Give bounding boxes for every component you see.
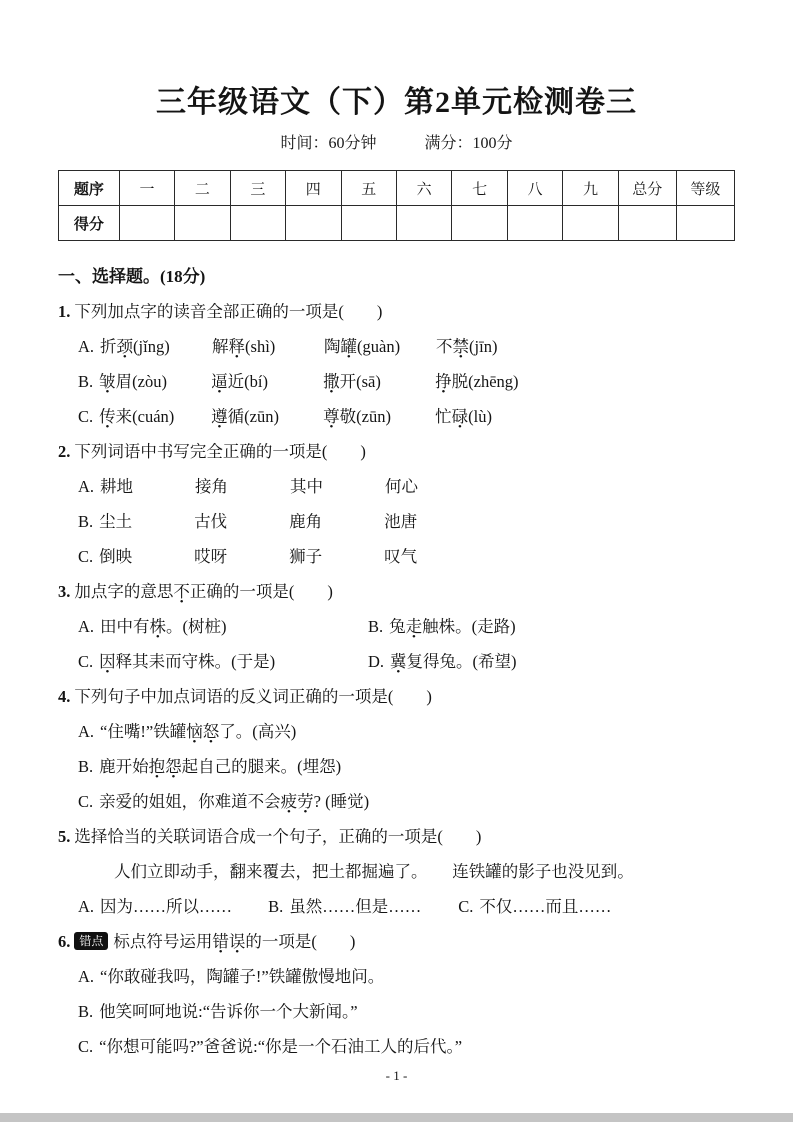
section-heading: 一、选择题。(18分) xyxy=(58,267,206,286)
option-text: 鹿开始抱怨起自己的腿来。(埋怨) xyxy=(99,757,342,776)
question-2 xyxy=(58,434,735,574)
option-label: B. xyxy=(78,757,94,776)
choice-option xyxy=(58,504,735,539)
question-number: 6. xyxy=(58,932,71,951)
option-item: 陶罐(guàn) xyxy=(324,337,401,356)
option-item: 折颈(jǐng) xyxy=(100,337,170,356)
option-label: B. xyxy=(368,617,384,636)
score-table-header-row xyxy=(59,171,735,206)
question-number: 1. xyxy=(58,302,71,321)
score-table-cell: 四 xyxy=(286,171,341,206)
option-word: 古伐 xyxy=(194,512,228,531)
question-6 xyxy=(58,924,735,1064)
choice-option xyxy=(58,749,735,784)
score-empty-cell xyxy=(341,206,396,241)
score-table-cell: 三 xyxy=(230,171,285,206)
option-label: C. xyxy=(78,407,94,426)
choice-option xyxy=(58,539,735,574)
question-number: 4. xyxy=(58,687,71,706)
option-word: 池唐 xyxy=(384,512,418,531)
choice-option xyxy=(58,469,735,504)
choice-option xyxy=(58,364,735,399)
score-empty-cell xyxy=(452,206,507,241)
option-text: 亲爱的姐姐，你难道不会疲劳? (睡觉) xyxy=(99,792,370,811)
option-text: 虽然……但是…… xyxy=(289,897,422,916)
option-word: 尘土 xyxy=(99,512,133,531)
score-empty-cell xyxy=(175,206,230,241)
score-table-cell: 一 xyxy=(119,171,174,206)
score-empty-cell xyxy=(230,206,285,241)
question-stem xyxy=(58,819,735,854)
score-table-cell: 二 xyxy=(175,171,230,206)
option-item: 挣脱(zhēng) xyxy=(435,372,519,391)
question-number: 3. xyxy=(58,582,71,601)
question-stem-text: 下列加点字的读音全部正确的一项是( ) xyxy=(74,302,383,321)
option-text: 田中有株。(树桩) xyxy=(100,617,227,636)
choice-option xyxy=(78,644,368,679)
exam-meta: 时间：60分钟 满分：100分 xyxy=(280,135,513,152)
score-label-cell: 得分 xyxy=(59,206,120,241)
option-item: 皱眉(zòu) xyxy=(99,372,167,391)
option-text: 兔走触株。(走路) xyxy=(389,617,516,636)
question-5 xyxy=(58,819,735,924)
score-empty-cell xyxy=(507,206,562,241)
question-number: 5. xyxy=(58,827,71,846)
choice-option xyxy=(58,399,735,434)
score-empty-cell xyxy=(119,206,174,241)
score-empty-cell xyxy=(286,206,341,241)
option-item: 忙碌(lù) xyxy=(435,407,492,426)
question-4 xyxy=(58,679,735,819)
option-label: B. xyxy=(78,1002,94,1021)
choice-row xyxy=(58,609,735,644)
option-word: 倒映 xyxy=(99,547,133,566)
option-item: 撒开(sā) xyxy=(323,372,381,391)
option-label: C. xyxy=(78,1037,94,1056)
choice-option xyxy=(58,784,735,819)
option-item: 尊敬(zūn) xyxy=(323,407,391,426)
option-label: C. xyxy=(78,792,94,811)
option-text: 因为……所以…… xyxy=(100,897,233,916)
question-stem xyxy=(58,924,735,959)
option-label: B. xyxy=(268,897,284,916)
score-empty-cell xyxy=(618,206,676,241)
score-empty-cell xyxy=(676,206,734,241)
score-table-score-row xyxy=(59,206,735,241)
option-item: 逼近(bí) xyxy=(211,372,268,391)
option-label: A. xyxy=(78,617,95,636)
choice-option xyxy=(58,714,735,749)
score-table-cell: 九 xyxy=(563,171,618,206)
option-text: 不仅……而且…… xyxy=(479,897,612,916)
linking-sentence: 人们立即动手，翻来覆去，把土都掘遍了。 连铁罐的影子也没见到。 xyxy=(114,862,634,881)
question-1 xyxy=(58,294,735,434)
question-3 xyxy=(58,574,735,679)
choice-option xyxy=(58,959,735,994)
option-word: 叹气 xyxy=(384,547,418,566)
option-label: D. xyxy=(368,652,385,671)
choice-option xyxy=(458,889,644,924)
option-text: “你敢碰我吗，陶罐子!”铁罐傲慢地问。 xyxy=(100,967,385,986)
option-item: 解释(shì) xyxy=(212,337,276,356)
option-item: 遵循(zūn) xyxy=(211,407,279,426)
option-word: 鹿角 xyxy=(289,512,323,531)
scan-edge-artifact xyxy=(0,1113,793,1122)
score-table-cell: 五 xyxy=(341,171,396,206)
choice-option xyxy=(58,329,735,364)
question-stem xyxy=(58,679,735,714)
option-label: B. xyxy=(78,512,94,531)
question-stem xyxy=(58,574,735,609)
question-stem xyxy=(58,434,735,469)
choice-option xyxy=(78,609,368,644)
option-text: 他笑呵呵地说:“告诉你一个大新闻。” xyxy=(99,1002,358,1021)
score-table-cell: 总分 xyxy=(618,171,676,206)
question-number: 2. xyxy=(58,442,71,461)
option-label: C. xyxy=(78,547,94,566)
choice-option xyxy=(58,994,735,1029)
option-label: B. xyxy=(78,372,94,391)
choice-option xyxy=(78,889,264,924)
option-label: A. xyxy=(78,722,95,741)
option-text: 因释其耒而守株。(于是) xyxy=(99,652,276,671)
option-label: A. xyxy=(78,967,95,986)
option-text: “你想可能吗?”爸爸说:“你是一个石油工人的后代。” xyxy=(99,1037,463,1056)
score-table xyxy=(58,170,735,241)
error-point-badge: 错点 xyxy=(74,932,108,950)
choice-option xyxy=(368,644,735,679)
score-table-cell: 题序 xyxy=(59,171,120,206)
option-word: 接角 xyxy=(195,477,229,496)
question-stem-text: 下列词语中书写完全正确的一项是( ) xyxy=(74,442,366,461)
question-stem-text: 选择恰当的关联词语合成一个句子，正确的一项是( ) xyxy=(74,827,482,846)
page-number: - 1 - xyxy=(385,1068,408,1083)
score-table-cell: 八 xyxy=(507,171,562,206)
option-label: A. xyxy=(78,897,95,916)
question-stem-text: 加点字的意思不正确的一项是( ) xyxy=(74,582,333,601)
option-item: 不禁(jīn) xyxy=(436,337,498,356)
score-table-cell: 等级 xyxy=(676,171,734,206)
option-word: 狮子 xyxy=(289,547,323,566)
score-table-cell: 七 xyxy=(452,171,507,206)
question-stem-text: 下列句子中加点词语的反义词正确的一项是( ) xyxy=(74,687,432,706)
question-stem xyxy=(58,294,735,329)
option-word: 其中 xyxy=(290,477,324,496)
option-word: 哎呀 xyxy=(194,547,228,566)
question-stem-text: 标点符号运用错误的一项是( ) xyxy=(113,932,356,951)
option-word: 何心 xyxy=(385,477,419,496)
option-label: A. xyxy=(78,477,95,496)
score-table-cell: 六 xyxy=(396,171,451,206)
option-label: A. xyxy=(78,337,95,356)
option-item: 传来(cuán) xyxy=(99,407,175,426)
choice-row xyxy=(58,889,735,924)
option-text: “住嘴!”铁罐恼怒了。(高兴) xyxy=(100,722,297,741)
score-empty-cell xyxy=(396,206,451,241)
page-title: 三年级语文（下）第2单元检测卷三 xyxy=(156,86,637,119)
choice-option xyxy=(368,609,735,644)
option-word: 耕地 xyxy=(100,477,134,496)
choice-option xyxy=(58,1029,735,1064)
option-text: 冀复得兔。(希望) xyxy=(390,652,517,671)
option-label: C. xyxy=(458,897,474,916)
option-label: C. xyxy=(78,652,94,671)
choice-option xyxy=(268,889,454,924)
choice-row xyxy=(58,644,735,679)
score-empty-cell xyxy=(563,206,618,241)
